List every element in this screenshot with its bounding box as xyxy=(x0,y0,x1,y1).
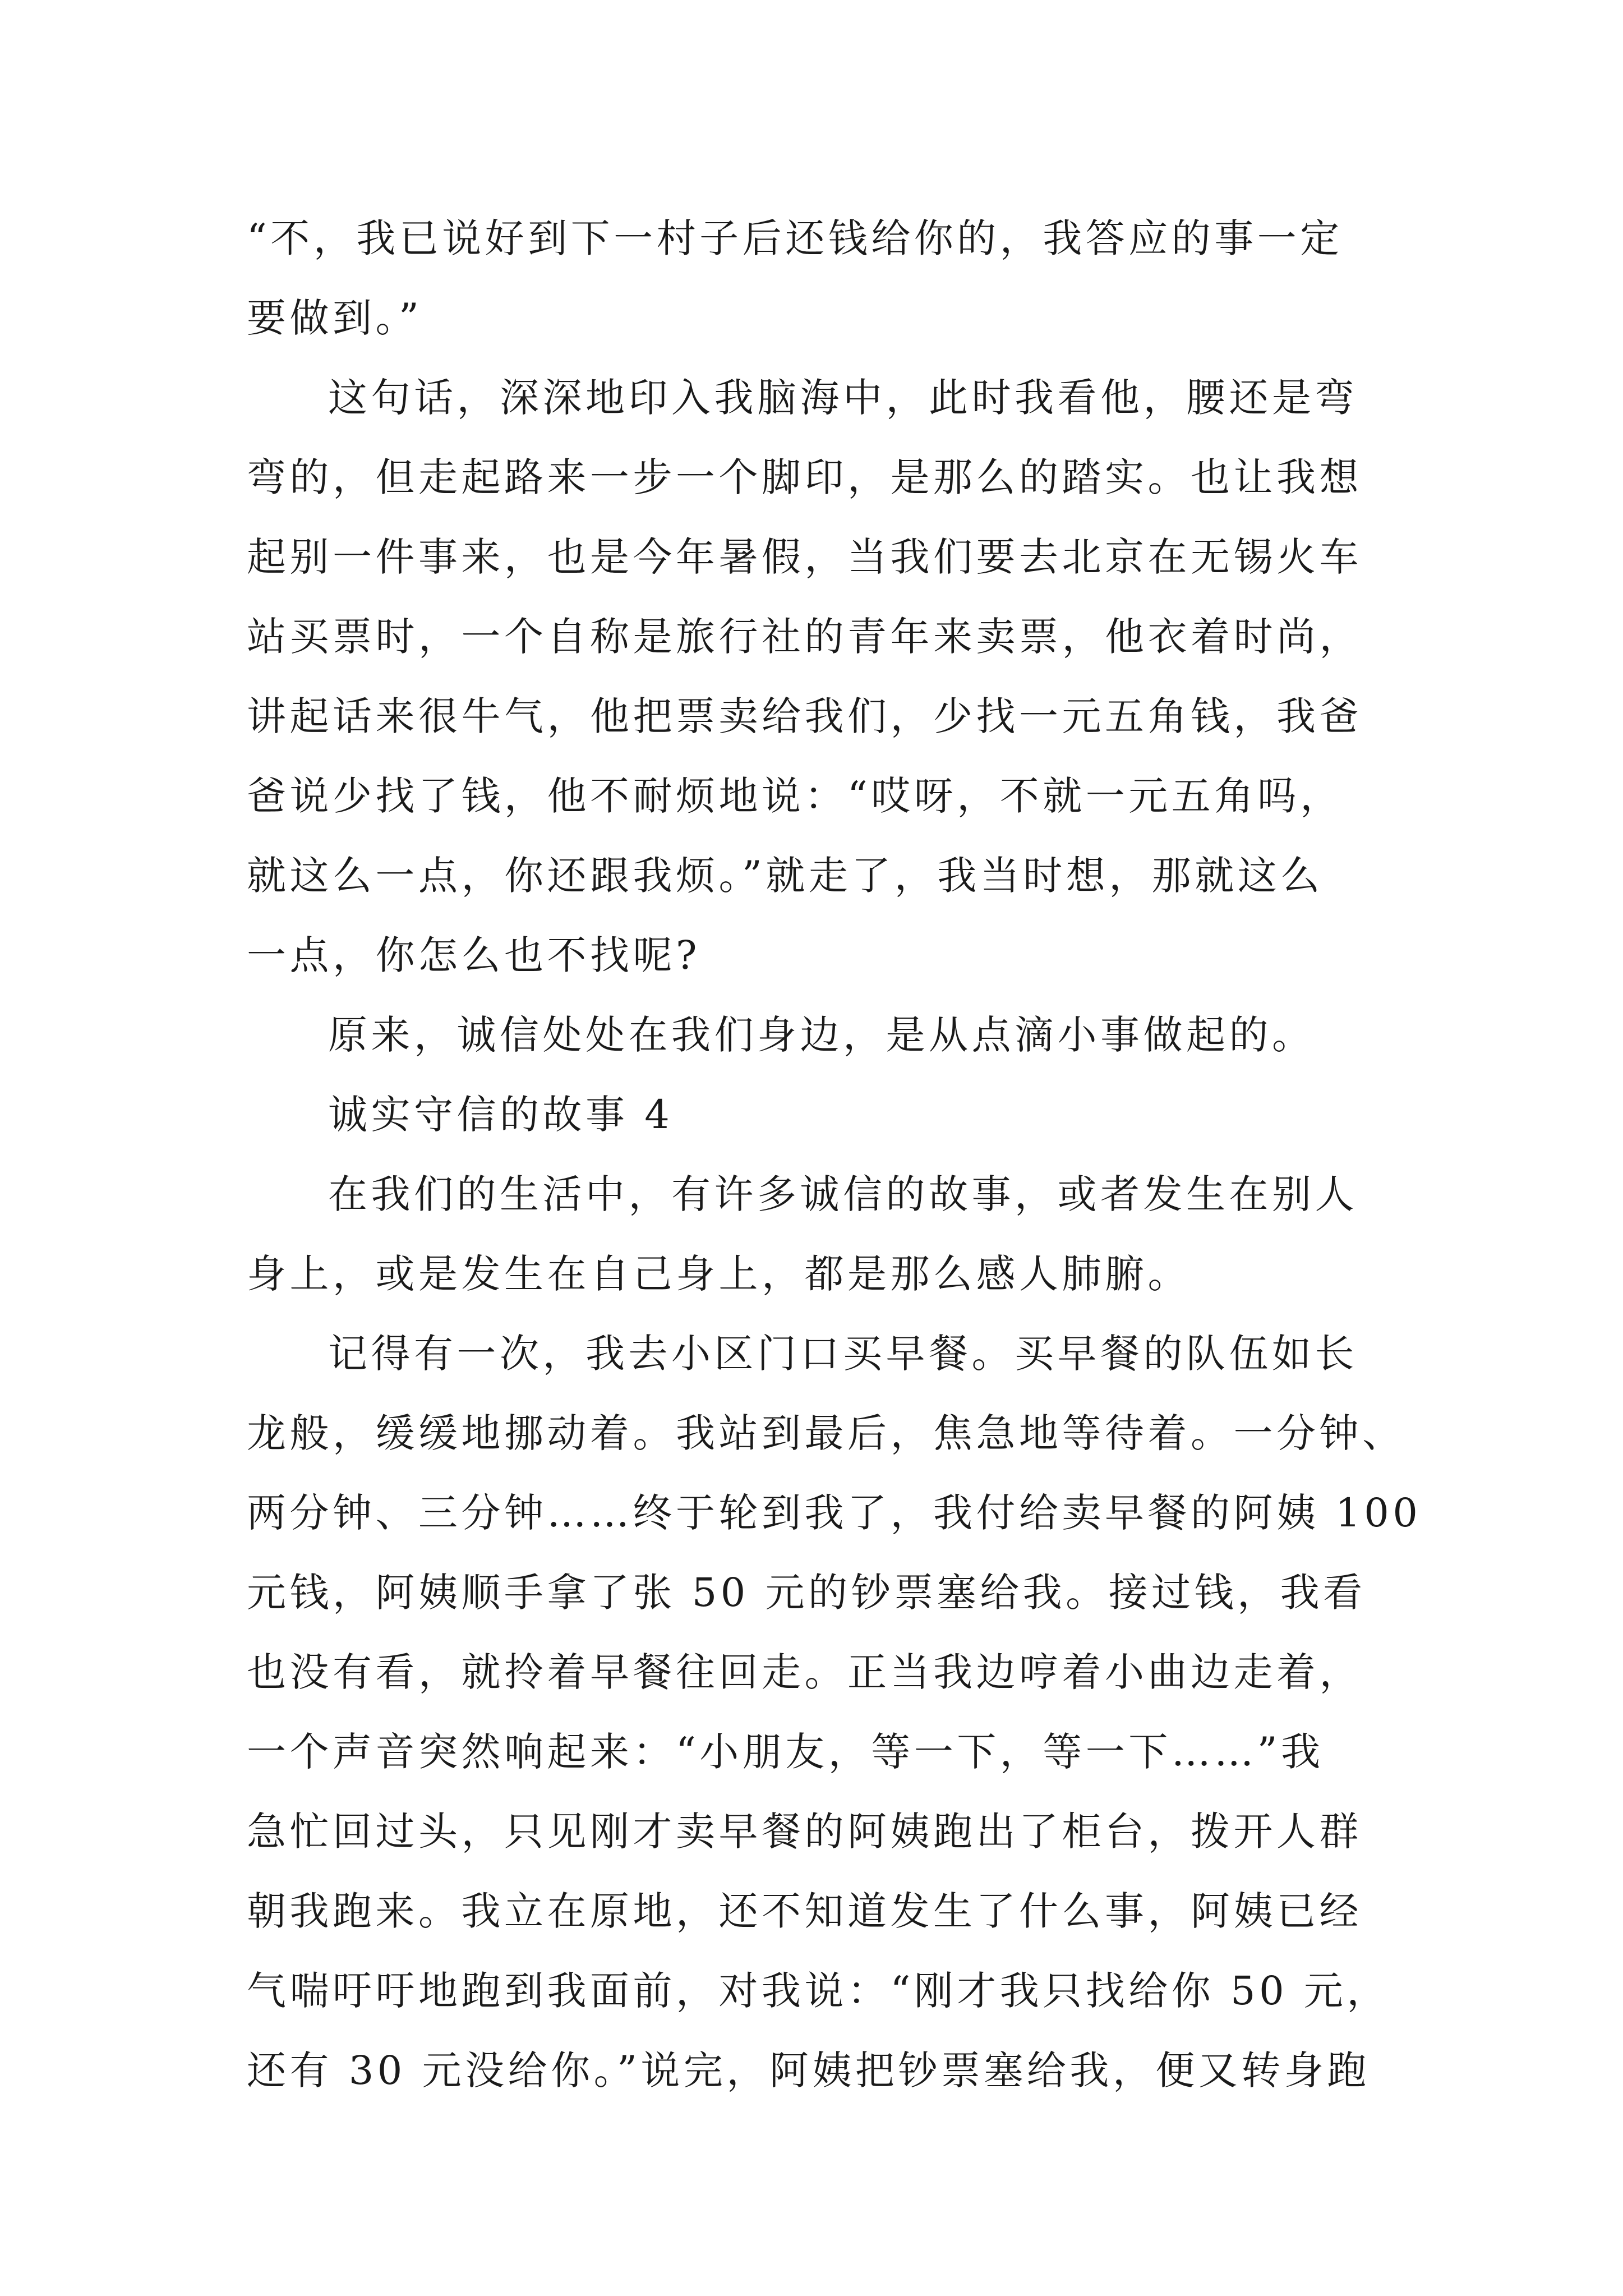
text-line: 龙般，缓缓地挪动着。我站到最后，焦急地等待着。一分钟、 xyxy=(247,1410,1405,1456)
section-heading: 诚实守信的故事 4 xyxy=(328,1092,674,1138)
text-line: 一个声音突然响起来：“小朋友，等一下，等一下……”我 xyxy=(247,1729,1324,1775)
text-line: 急忙回过头，只见刚才卖早餐的阿姨跑出了柜台，拨开人群 xyxy=(247,1809,1362,1855)
paragraph-start-line: 原来，诚信处处在我们身边，是从点滴小事做起的。 xyxy=(328,1012,1315,1058)
text-line: 起别一件事来，也是今年暑假，当我们要去北京在无锡火车 xyxy=(247,534,1362,580)
text-line: 弯的，但走起路来一步一个脚印，是那么的踏实。也让我想 xyxy=(247,454,1362,500)
text-line: “不，我已说好到下一村子后还钱给你的，我答应的事一定 xyxy=(247,215,1343,261)
text-line: 两分钟、三分钟……终于轮到我了，我付给卖早餐的阿姨 100 xyxy=(247,1490,1422,1536)
paragraph-start-line: 在我们的生活中，有许多诚信的故事，或者发生在别人 xyxy=(328,1171,1358,1217)
text-line: 要做到。” xyxy=(247,295,423,341)
paragraph-start-line: 这句话，深深地印入我脑海中，此时我看他，腰还是弯 xyxy=(328,375,1358,421)
text-line: 讲起话来很牛气，他把票卖给我们，少找一元五角钱，我爸 xyxy=(247,693,1362,739)
text-line: 身上，或是发生在自己身上，都是那么感人肺腑。 xyxy=(247,1251,1191,1297)
text-line: 朝我跑来。我立在原地，还不知道发生了什么事，阿姨已经 xyxy=(247,1888,1362,1934)
text-line: 爸说少找了钱，他不耐烦地说：“哎呀，不就一元五角吗， xyxy=(247,773,1343,819)
text-line: 站买票时，一个自称是旅行社的青年来卖票，他衣着时尚， xyxy=(247,614,1362,660)
text-line: 还有 30 元没给你。”说完，阿姨把钞票塞给我，便又转身跑 xyxy=(247,2047,1370,2093)
text-line: 气喘吁吁地跑到我面前，对我说：“刚才我只找给你 50 元， xyxy=(247,1968,1390,2014)
text-line: 一点，你怎么也不找呢? xyxy=(247,932,701,978)
text-line: 元钱，阿姨顺手拿了张 50 元的钞票塞给我。接过钱，我看 xyxy=(247,1570,1366,1616)
paragraph-start-line: 记得有一次，我去小区门口买早餐。买早餐的队伍如长 xyxy=(328,1331,1358,1377)
text-line: 就这么一点，你还跟我烦。”就走了，我当时想，那就这么 xyxy=(247,853,1324,899)
text-line: 也没有看，就拎着早餐往回走。正当我边哼着小曲边走着， xyxy=(247,1649,1362,1695)
